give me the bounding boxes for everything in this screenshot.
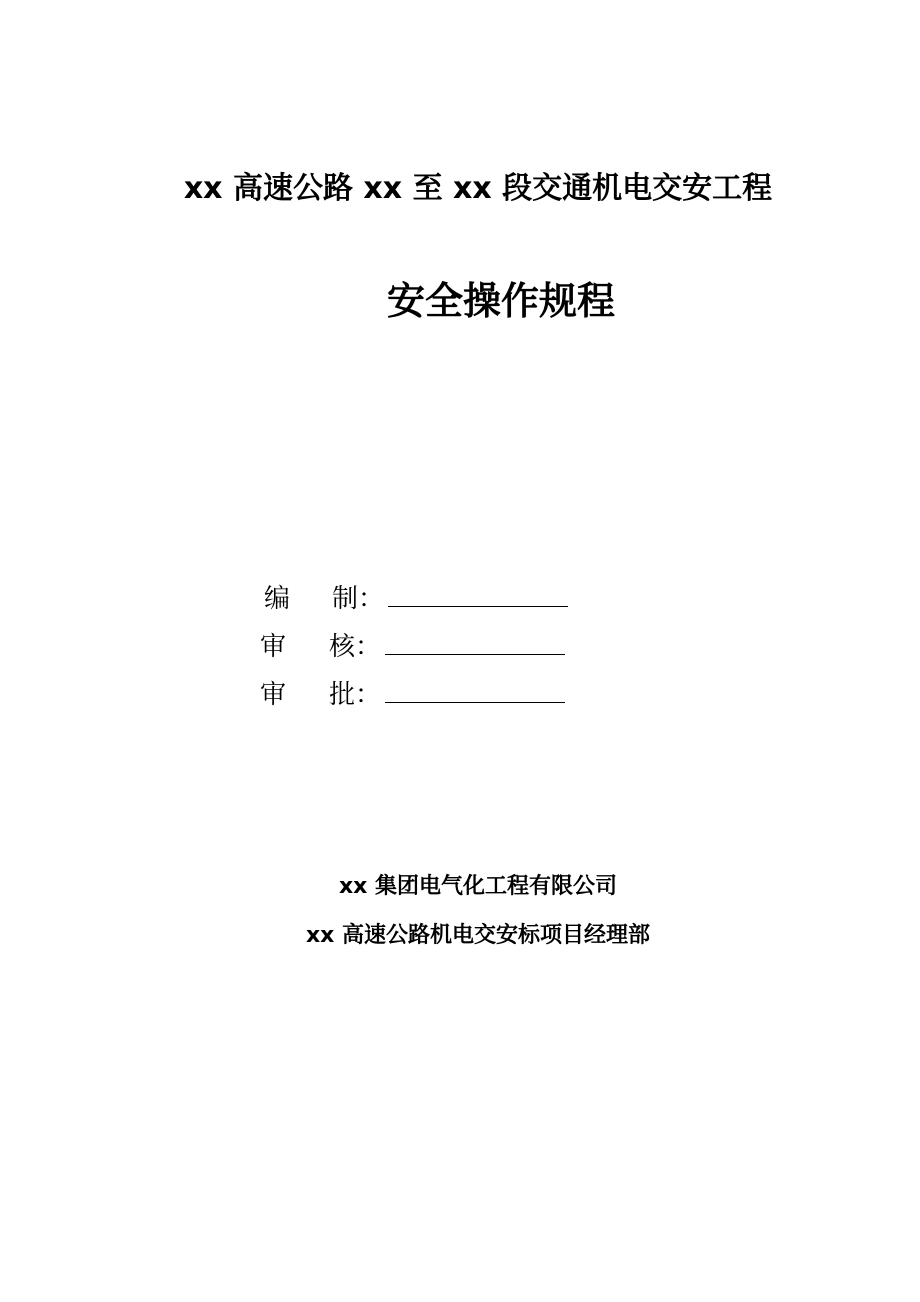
signature-row-compile [0, 578, 920, 614]
signature-label-char-2: 核 [329, 632, 356, 662]
signature-blank-line [385, 702, 565, 703]
project-department: xx 高速公路机电交安标项目经理部 [305, 923, 651, 948]
signature-label-char-2: 制 [332, 584, 359, 614]
project-title: xx 高速公路 xx 至 xx 段交通机电交安工程 [183, 171, 773, 206]
signature-blank-line [388, 606, 568, 607]
signature-row-approve [0, 674, 920, 710]
company-name: xx 集团电气化工程有限公司 [338, 874, 618, 899]
signature-label-char-1: 编 [264, 584, 291, 614]
document-title: 安全操作规程 [386, 279, 615, 323]
signature-blank-line [385, 654, 565, 655]
signature-label-char-2: 批 [329, 680, 356, 710]
signature-colon: ： [355, 680, 382, 710]
signature-colon: ： [358, 584, 385, 614]
signature-label-char-1: 审 [260, 632, 287, 662]
signature-row-review [0, 626, 920, 662]
signature-colon: ： [355, 632, 382, 662]
signature-label-char-1: 审 [260, 680, 287, 710]
